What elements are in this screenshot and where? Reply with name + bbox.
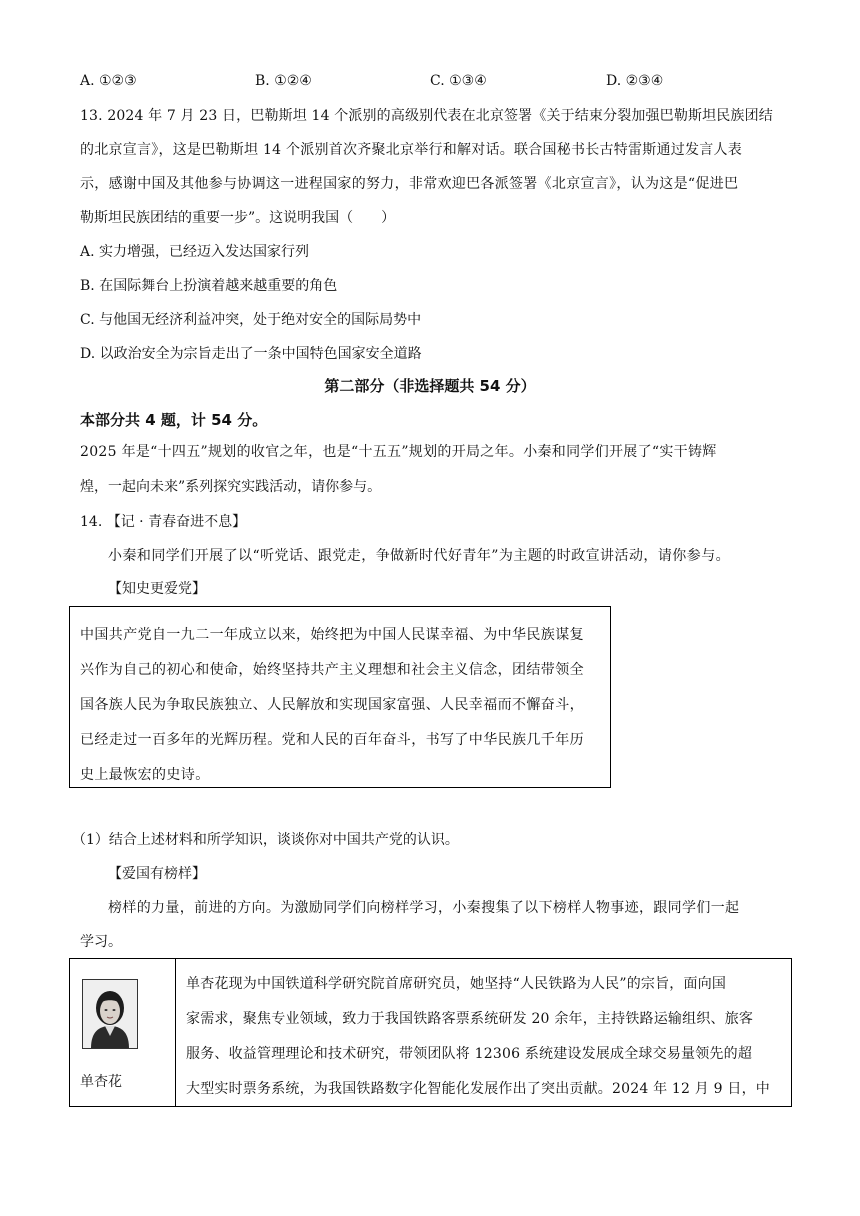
material-line: 史上最恢宏的史诗。 (80, 767, 210, 783)
q14-intro: 小秦和同学们开展了以“听党话、跟党走，争做新时代好青年”为主题的时政宣讲活动，请你参与。 (108, 548, 731, 564)
person-name: 单杏花 (80, 1074, 122, 1090)
option-c: C. ①③④ (430, 73, 487, 89)
material-line: 国各族人民为争取民族独立、人民解放和实现国家富强、人民幸福而不懈奋斗， (80, 697, 584, 713)
q14-heading: 14. 【记 · 青春奋进不息】 (80, 514, 247, 530)
material-line: 兴作为自己的初心和使命，始终坚持共产主义理想和社会主义信念，团结带领全 (80, 662, 584, 678)
person-bio-line: 大型实时票务系统，为我国铁路数字化智能化发展作出了突出贡献。2024 年 12 月 9 日，中 (186, 1081, 770, 1097)
portrait-photo (82, 979, 138, 1049)
q13-line: 勒斯坦民族团结的重要一步”。这说明我国（ ） (80, 210, 396, 226)
person-bio-line: 服务、收益管理理论和技术研究，带领团队将 12306 系统建设发展成全球交易量领先的超 (186, 1046, 753, 1062)
q13-line: 的北京宣言》，这是巴勒斯坦 14 个派别首次齐聚北京举行和解对话。联合国秘书长古特雷斯通过发言人表 (80, 142, 742, 158)
q14-sub-heading-1: 【知史更爱党】 (108, 581, 206, 597)
q13-option-c: C. 与他国无经济利益冲突，处于绝对安全的国际局势中 (80, 312, 422, 328)
option-a: A. ①②③ (80, 73, 137, 89)
q13-option-d: D. 以政治安全为宗旨走出了一条中国特色国家安全道路 (80, 346, 422, 362)
q13-line: 示，感谢中国及其他参与协调这一进程国家的努力，非常欢迎巴各派签署《北京宣言》，认为这是“促进巴 (80, 176, 739, 192)
option-b: B. ①②④ (255, 73, 312, 89)
q13-option-b: B. 在国际舞台上扮演着越来越重要的角色 (80, 278, 338, 294)
person-bio-line: 家需求，聚焦专业领域，致力于我国铁路客票系统研发 20 余年，主持铁路运输组织、旅客 (186, 1011, 754, 1027)
q13-line: 13. 2024 年 7 月 23 日，巴勒斯坦 14 个派别的高级别代表在北京签署《关于结束分裂加强巴勒斯坦民族团结 (80, 108, 773, 124)
option-d: D. ②③④ (606, 73, 664, 89)
material-box (69, 606, 611, 788)
part2-subtitle: 本部分共 4 题，计 54 分。 (80, 411, 268, 429)
role-model-table (69, 958, 792, 1107)
part2-intro-line: 2025 年是“十四五”规划的收官之年，也是“十五五”规划的开局之年。小秦和同学们开展了“实干铸辉 (80, 444, 717, 460)
part2-intro-line: 煌，一起向未来”系列探究实践活动，请你参与。 (80, 479, 382, 495)
material-line: 已经走过一百多年的光辉历程。党和人民的百年奋斗，书写了中华民族几千年历 (80, 732, 584, 748)
q14-para2-line: 榜样的力量，前进的方向。为激励同学们向榜样学习，小秦搜集了以下榜样人物事迹，跟同学们一起 (108, 900, 740, 916)
q14-para2-line: 学习。 (80, 934, 122, 950)
q13-option-a: A. 实力增强，已经迈入发达国家行列 (80, 244, 310, 260)
person-bio-line: 单杏花现为中国铁道科学研究院首席研究员，她坚持“人民铁路为人民”的宗旨，面向国 (186, 976, 727, 992)
material-line: 中国共产党自一九二一年成立以来，始终把为中国人民谋幸福、为中华民族谋复 (80, 627, 584, 643)
portrait-icon (83, 980, 137, 1048)
q14-question-1: （1）结合上述材料和所学知识，谈谈你对中国共产党的认识。 (72, 832, 459, 848)
table-divider (175, 959, 176, 1106)
q14-sub-heading-2: 【爱国有榜样】 (108, 866, 206, 882)
part2-title: 第二部分（非选择题共 54 分） (324, 377, 536, 395)
